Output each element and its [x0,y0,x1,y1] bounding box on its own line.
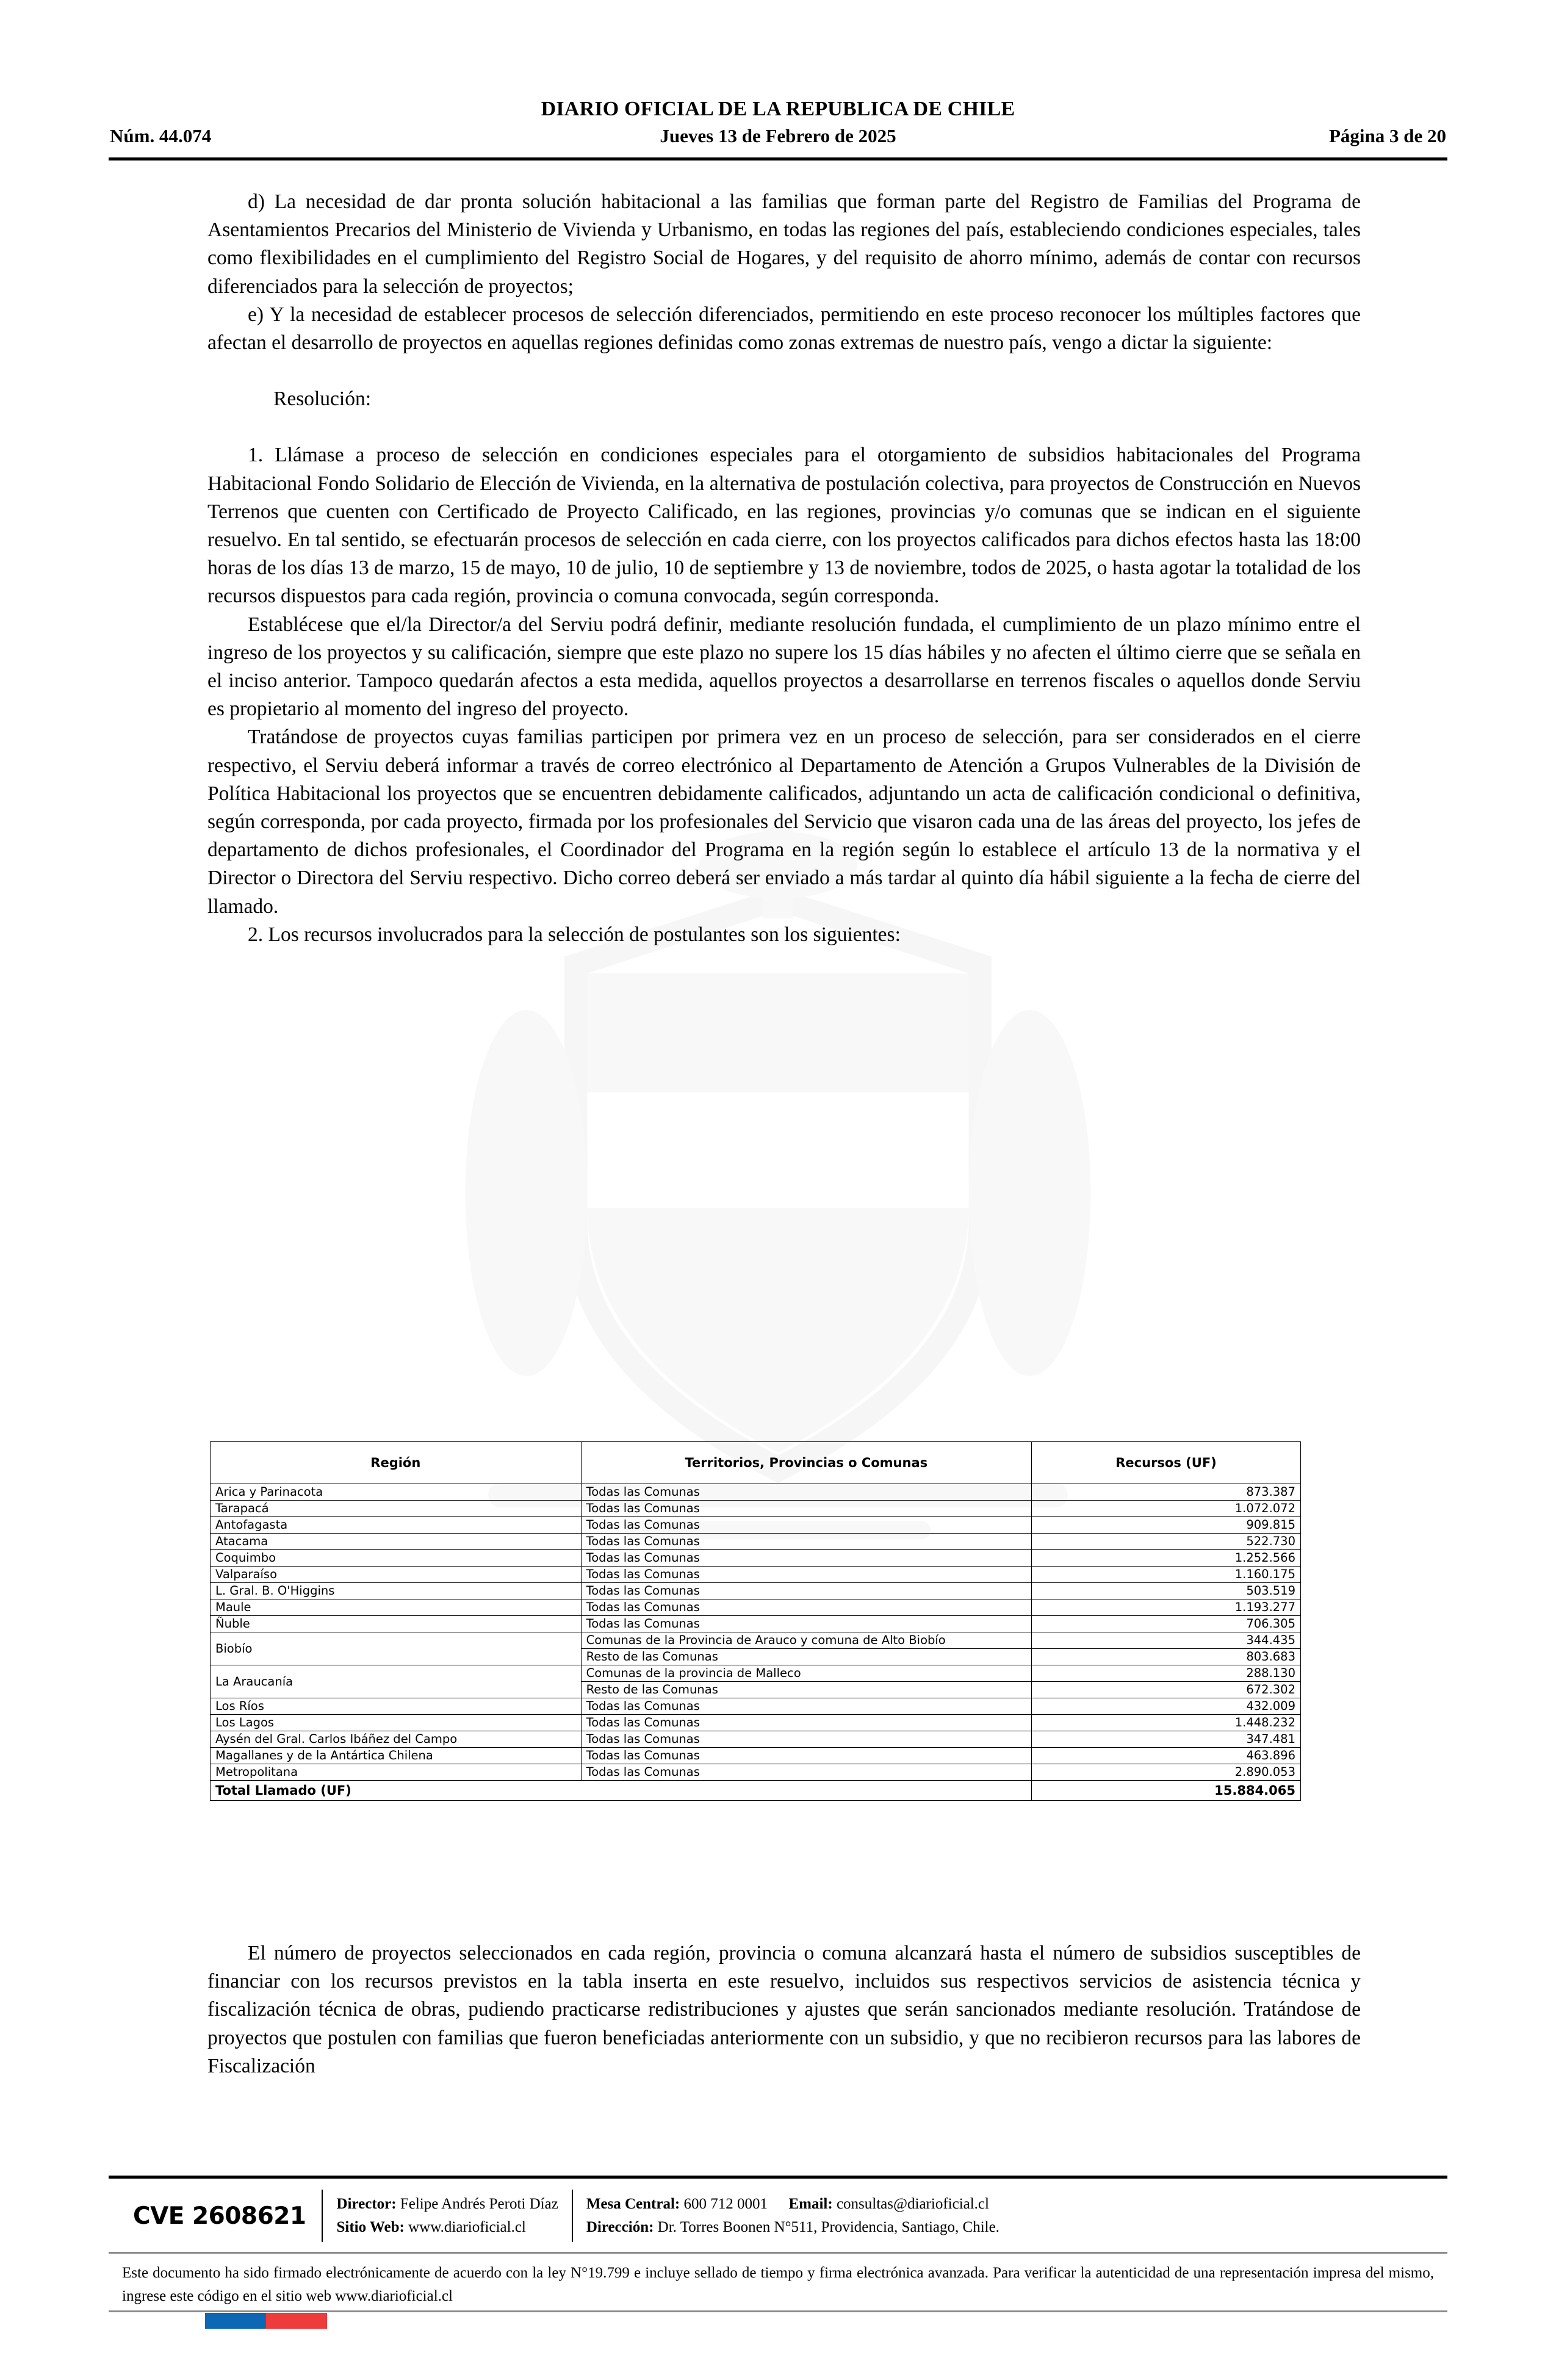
cell-resources: 909.815 [1032,1517,1301,1534]
table-row [211,1501,1301,1517]
issue-number: Núm. 44.074 [110,125,212,146]
flag-red-segment [266,2313,327,2329]
cell-region: Ñuble [211,1616,582,1632]
cell-region: Magallanes y de la Antártica Chilena [211,1748,582,1764]
table-row [211,1616,1301,1632]
cell-territory: Todas las Comunas [581,1698,1031,1715]
cell-resources: 706.305 [1032,1616,1301,1632]
table-row [211,1698,1301,1715]
cell-territory: Todas las Comunas [581,1534,1031,1550]
paragraph-1: 1. Llámase a proceso de selección en condiciones especiales para el otorgamiento de subsidios habitacionales del Programa Habitacional Fondo Solidario de Elección de Vivienda, en la alternativa de postulación colectiva, para proyectos de Construcción en Nuevos Terrenos que cuenten con Certificado de Proyecto Calificado, en las regiones, provincias y/o comunas que se indican en el siguiente resuelvo. En tal sentido, se efectuarán procesos de selección en cada cierre, con los proyectos calificados para dichos efectos hasta las 18:00 horas de los días 13 de marzo, 15 de mayo, 10 de julio, 10 de septiembre y 13 de noviembre, todos de 2025, o hasta agotar la totalidad de los recursos dispuestos para cada región, provincia o comuna convocada, según corresponda. [207,444,1361,608]
cell-territory: Todas las Comunas [581,1748,1031,1764]
cell-region: Arica y Parinacota [211,1484,582,1501]
cell-region: Valparaíso [211,1567,582,1583]
director-label: Director: [336,2196,397,2212]
cell-region: Tarapacá [211,1501,582,1517]
resources-table [210,1441,1301,1801]
footer-divider-bottom [109,2310,1447,2312]
cell-territory: Todas las Comunas [581,1715,1031,1731]
paragraph-d: d) La necesidad de dar pronta solución habitacional a las familias que forman parte del Registro de Familias del Programa de Asentamientos Precarios del Ministerio de Vivienda y Urbanismo, en todas las regiones del país, estableciendo condiciones especiales, tales como flexibilidades en el cumplimiento del Registro Social de Hogares, y del requisito de ahorro mínimo, además de contar con recursos diferenciados para la selección de proyectos; [207,190,1361,298]
table-row [211,1764,1301,1781]
cell-resources: 873.387 [1032,1484,1301,1501]
footer-contact-left [323,2193,571,2239]
page-number: Página 3 de 20 [1328,125,1446,146]
table-row [211,1748,1301,1764]
page-header-row [110,125,1446,147]
chile-flag-bar [205,2313,327,2329]
column-header-territory: Territorios, Provincias o Comunas [581,1442,1031,1484]
cell-resources: 503.519 [1032,1583,1301,1599]
paragraph-2: 2. Los recursos involucrados para la selección de postulantes son los siguientes: [248,923,901,946]
paragraph-after-table: El número de proyectos seleccionados en cada región, provincia o comuna alcanzará hasta el número de subsidios susceptibles de financiar con los recursos previstos en la tabla inserta en este resuelvo, incluidos sus respectivos servicios de asistencia técnica y fiscalización técnica de obras, pudiendo practicarse redistribuciones y ajustes que serán sancionados mediante resolución. Tratándose de proyectos que postulen con familias que fueron beneficiadas anteriormente con un subsidio, y que no recibieron recursos para las labores de Fiscalización [207,1942,1361,2077]
cell-territory: Todas las Comunas [581,1501,1031,1517]
cell-resources: 522.730 [1032,1534,1301,1550]
cell-region: Los Lagos [211,1715,582,1731]
cell-region: Atacama [211,1534,582,1550]
cell-resources: 1.448.232 [1032,1715,1301,1731]
table-row [211,1632,1301,1649]
cell-region: La Araucanía [211,1665,582,1698]
table-row [211,1550,1301,1567]
cell-territory: Todas las Comunas [581,1616,1031,1632]
cell-resources: 344.435 [1032,1632,1301,1649]
cell-total-value: 15.884.065 [1032,1781,1301,1801]
director-line [336,2193,558,2216]
footer-divider-middle [109,2252,1447,2254]
address-value: Dr. Torres Boonen N°511, Providencia, Santiago, Chile. [657,2219,1000,2235]
cve-code: CVE 2608621 [133,2202,306,2230]
cell-region: Coquimbo [211,1550,582,1567]
paragraph-tratandose: Tratándose de proyectos cuyas familias participen por primera vez en un proceso de selección, para ser considerados en el cierre respectivo, el Serviu deberá informar a través de correo electrónico al Departamento de Atención a Grupos Vulnerables de la División de Política Habitacional los proyectos que se encuentren debidamente calificados, adjuntando un acta de calificación condicional o definitiva, según corresponda, por cada proyecto, firmada por los profesionales del Servicio que visaron cada una de las áreas del proyecto, los jefes de departamento de dichos profesionales, el Coordinador del Programa en la región según lo establece el artículo 13 de la normativa y el Director o Directora del Serviu respectivo. Dicho correo deberá ser enviado a más tardar al quinto día hábil siguiente a la fecha de cierre del llamado. [207,726,1361,918]
table-row [211,1567,1301,1583]
director-value: Felipe Andrés Peroti Díaz [400,2196,558,2212]
paragraph-e: e) Y la necesidad de establecer procesos de selección diferenciados, permitiendo en este proceso reconocer los múltiples factores que afectan el desarrollo de proyectos en aquellas regiones definidas como zonas extremas de nuestro país, vengo a dictar la siguiente: [207,303,1361,355]
cell-resources: 1.252.566 [1032,1550,1301,1567]
table-row [211,1599,1301,1616]
cell-territory: Todas las Comunas [581,1567,1031,1583]
cell-region: Biobío [211,1632,582,1665]
address-line [586,2216,1000,2239]
cell-resources: 288.130 [1032,1665,1301,1682]
column-header-resources: Recursos (UF) [1032,1442,1301,1484]
cell-resources: 432.009 [1032,1698,1301,1715]
cell-territory: Todas las Comunas [581,1517,1031,1534]
cell-resources: 347.481 [1032,1731,1301,1748]
email-label: Email: [788,2196,833,2212]
header-divider [109,157,1447,160]
cell-resources: 463.896 [1032,1748,1301,1764]
site-label: Sitio Web: [336,2219,405,2235]
cell-territory: Comunas de la provincia de Malleco [581,1665,1031,1682]
address-label: Dirección: [586,2219,654,2235]
column-header-region: Región [211,1442,582,1484]
cell-resources: 1.160.175 [1032,1567,1301,1583]
paragraph-establecese: Establécese que el/la Director/a del Serviu podrá definir, mediante resolución fundada, el cumplimiento de un plazo mínimo entre el ingreso de los proyectos y su calificación, siempre que este plazo no supere los 15 días hábiles y no afecten el último cierre que se señala en el inciso anterior. Tampoco quedarán afectos a esta medida, aquellos proyectos a desarrollarse en terrenos fiscales o aquellos donde Serviu es propietario al momento del ingreso del proyecto. [207,613,1361,721]
cell-region: Aysén del Gral. Carlos Ibáñez del Campo [211,1731,582,1748]
cell-territory: Todas las Comunas [581,1550,1031,1567]
cell-territory: Todas las Comunas [581,1484,1031,1501]
issue-date: Jueves 13 de Febrero de 2025 [660,125,896,146]
cell-territory: Todas las Comunas [581,1583,1031,1599]
table-row [211,1534,1301,1550]
table-row [211,1731,1301,1748]
cell-territory: Resto de las Comunas [581,1682,1031,1698]
table-total-row [211,1781,1301,1801]
website-line [336,2216,558,2239]
cell-region: Maule [211,1599,582,1616]
cell-resources: 803.683 [1032,1649,1301,1665]
flag-blue-segment [205,2313,266,2329]
cell-resources: 1.193.277 [1032,1599,1301,1616]
cell-territory: Resto de las Comunas [581,1649,1031,1665]
table-row [211,1484,1301,1501]
email-value[interactable]: consultas@diarioficial.cl [836,2196,989,2212]
electronic-signature-note: Este documento ha sido firmado electrónicamente de acuerdo con la ley N°19.799 e incluye sellado de tiempo y firma electrónica avanzada. Para verificar la autenticidad de una representación impresa del mismo, ingrese este código en el sitio web www.diarioficial.cl [122,2265,1434,2304]
document-body [207,188,1361,949]
table-header-row [211,1442,1301,1484]
table-row [211,1715,1301,1731]
cell-resources: 672.302 [1032,1682,1301,1698]
cell-territory: Todas las Comunas [581,1764,1031,1781]
cell-resources: 2.890.053 [1032,1764,1301,1781]
masthead-title: DIARIO OFICIAL DE LA REPUBLICA DE CHILE [541,98,1015,120]
footer [109,2190,1447,2242]
cell-region: L. Gral. B. O'Higgins [211,1583,582,1599]
phone-value: 600 712 0001 [683,2196,768,2212]
cell-territory: Comunas de la Provincia de Arauco y comuna de Alto Biobío [581,1632,1031,1649]
table-row [211,1517,1301,1534]
phone-label: Mesa Central: [586,2196,680,2212]
cell-resources: 1.072.072 [1032,1501,1301,1517]
cell-territory: Todas las Comunas [581,1731,1031,1748]
cell-total-label: Total Llamado (UF) [211,1781,1032,1801]
site-value[interactable]: www.diarioficial.cl [408,2219,526,2235]
document-body-lower [207,1939,1361,2080]
cell-region: Los Ríos [211,1698,582,1715]
cell-region: Metropolitana [211,1764,582,1781]
footer-contact-right [573,2193,1013,2239]
table-row [211,1583,1301,1599]
table-body [211,1484,1301,1801]
table-row [211,1665,1301,1682]
phone-email-line [586,2193,1000,2216]
resolucion-heading: Resolución: [273,388,372,411]
cell-territory: Todas las Comunas [581,1599,1031,1616]
footer-divider-top [109,2176,1447,2179]
cell-region: Antofagasta [211,1517,582,1534]
